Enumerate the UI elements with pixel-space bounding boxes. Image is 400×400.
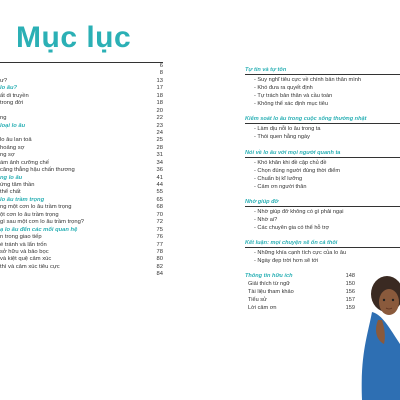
toc-page-number: 65 (156, 196, 163, 203)
toc-page-number: 148 (345, 273, 355, 280)
toc-row (0, 108, 163, 115)
toc-page-number: 159 (345, 305, 355, 312)
info-entry-text: Tiểu sử (248, 297, 267, 304)
toc-page-number: 28 (156, 144, 163, 151)
toc-section-heading: Kiểm soát lo âu trong cuộc sống thường nhật (245, 116, 367, 123)
toc-subitem: - Nhờ ai? (254, 217, 278, 224)
toc-subitem: - Suy nghĩ tiêu cực về chính bản thân mình (254, 77, 361, 83)
toc-row (0, 70, 163, 77)
toc-page-number: 75 (156, 226, 163, 233)
toc-subitem: - Chọn đúng người đúng thời điểm (254, 167, 341, 174)
toc-subitem: - Khó đưa ra quyết định (254, 85, 313, 92)
toc-entry-text: ng lo âu (0, 174, 23, 181)
toc-subitem: - Cảm ơn người thân (254, 183, 307, 190)
toc-entry-text: gì sau một cơn lo âu trầm trọng? (0, 219, 85, 226)
toc-subitem: - Các chuyên gia có thể hỗ trợ (254, 225, 330, 232)
toc-row (0, 160, 163, 167)
toc-page-number: 23 (156, 122, 163, 129)
toc-entry-text: lo âu trầm trọng (0, 196, 45, 203)
info-entry-text: Tài liệu tham khảo (248, 289, 294, 296)
toc-page-number: 25 (156, 137, 163, 144)
toc-row (0, 234, 163, 241)
toc-entry-text: ng sợ (0, 152, 15, 159)
toc-page-number: 157 (345, 297, 355, 304)
toc-row (0, 256, 163, 263)
toc-page-number: 44 (156, 182, 163, 188)
toc-entry-text: hoảng sợ (0, 144, 25, 151)
toc-section-row (0, 85, 163, 92)
toc-section-row (0, 227, 163, 234)
toc-page-number: 72 (156, 219, 163, 226)
info-entry-text: Giải thích từ ngữ (248, 281, 291, 288)
toc-row (0, 62, 163, 70)
section-divider (245, 206, 400, 207)
toc-page-number: 18 (156, 100, 163, 107)
toc-page-number: 68 (156, 204, 163, 211)
toc-row (0, 152, 163, 159)
toc-page-number: 13 (156, 77, 163, 84)
toc-entry-text: ất di truyền (0, 92, 29, 99)
toc-page-number: 6 (159, 63, 163, 69)
toc-section-heading: Kết luận: mọi chuyện sẽ ổn cả thôi (245, 240, 338, 247)
toc-subitem: - Những khía cạnh tích cực của lo âu (254, 250, 347, 257)
toc-entry-text: lo âu? (0, 85, 18, 92)
toc-subitem: - Thói quen hằng ngày (254, 134, 310, 141)
section-divider (245, 74, 400, 75)
toc-subitem: - Chuẩn bị kĩ lưỡng (254, 175, 303, 182)
toc-entry-text: thì và cảm xúc tiêu cực (0, 263, 60, 270)
section-divider (245, 247, 400, 248)
toc-page-number: 41 (156, 174, 163, 181)
toc-row (0, 249, 163, 256)
toc-page-number: 20 (156, 107, 163, 114)
toc-entry-text: ạ lo âu đến các mối quan hệ (0, 226, 78, 233)
toc-section-heading: Nhờ giúp đỡ (245, 198, 279, 205)
toc-section-row (0, 175, 163, 182)
toc-entry-text: ột cơn lo âu trầm trọng (0, 211, 59, 218)
info-row (245, 288, 355, 296)
info-heading-row (245, 272, 355, 280)
toc-page-number: 156 (345, 289, 355, 296)
toc-row (0, 167, 163, 174)
toc-page-number: 82 (156, 263, 163, 270)
toc-entry-text: thể chất (0, 189, 21, 196)
page-title: Mục lục (16, 21, 132, 54)
toc-entry-text: n trong giao tiếp (0, 234, 42, 241)
toc-entry-text: và kiệt quệ cảm xúc (0, 256, 52, 263)
toc-page-number: 55 (156, 189, 163, 196)
toc-page-number: 36 (156, 167, 163, 174)
toc-subitem: - Làm dịu nỗi lo âu trong ta (254, 126, 321, 133)
toc-row (0, 182, 163, 189)
toc-entry-text: trong đời (0, 100, 24, 107)
toc-subitem: - Nhờ giúp đỡ không có gì phải ngại (254, 208, 344, 215)
toc-page-number: 77 (156, 241, 163, 248)
toc-row (0, 115, 163, 122)
toc-row (0, 145, 163, 152)
toc-entry-text: é tránh và lẩn trốn (0, 241, 47, 248)
toc-page-number: 76 (156, 234, 163, 241)
info-row (245, 304, 355, 312)
toc-entry-text: loại lo âu (0, 122, 26, 129)
toc-row (0, 212, 163, 219)
toc-row (0, 264, 163, 271)
toc-section-row (0, 197, 163, 204)
toc-row (0, 219, 163, 226)
info-heading: Thông tin hữu ích (245, 273, 293, 280)
toc-entry-text: ng một cơn lo âu trầm trọng (0, 204, 72, 211)
toc-page-number: 80 (156, 256, 163, 263)
info-row (245, 296, 355, 304)
toc-row (0, 204, 163, 211)
toc-row (0, 271, 163, 278)
toc-page-number: 18 (156, 92, 163, 99)
toc-row (0, 189, 163, 196)
info-entry-text: Lời cảm ơn (248, 305, 277, 312)
toc-page-number: 8 (159, 70, 163, 77)
section-divider (245, 157, 400, 158)
toc-row (0, 242, 163, 249)
toc-subitem: - Không thể xác định mục tiêu (254, 101, 329, 108)
toc-row (0, 137, 163, 144)
toc-page-number: 22 (156, 115, 163, 122)
toc-entry-text: căng thẳng hậu chấn thương (0, 167, 75, 174)
toc-entry-text: ám ảnh cưỡng chế (0, 159, 49, 166)
toc-section-heading: Tự tin và tự tôn (245, 67, 287, 73)
toc-section-row (0, 123, 163, 130)
toc-entry-text: ứng tâm thần (0, 182, 35, 188)
toc-subitem: - Tự trách bản thân và cầu toàn (254, 93, 333, 100)
toc-entry-text: lo âu lan toả (0, 137, 32, 144)
left-toc (0, 62, 163, 279)
toc-page-number: 84 (156, 271, 163, 278)
toc-page-number: 17 (156, 85, 163, 92)
toc-page-number: 24 (156, 129, 163, 136)
toc-row (0, 78, 163, 85)
toc-page-number: 78 (156, 248, 163, 255)
toc-page-number: 150 (345, 281, 355, 288)
toc-row (0, 100, 163, 107)
toc-row (0, 93, 163, 100)
section-divider (245, 123, 400, 124)
girl-illustration (360, 274, 400, 400)
toc-page-number: 31 (156, 152, 163, 159)
toc-section-heading: Nói về lo âu với mọi người quanh ta (245, 149, 341, 156)
toc-page-number: 34 (156, 159, 163, 166)
toc-entry-text: sở hữu và bảo bọc (0, 248, 49, 255)
toc-subitem: - Ngày đẹp trời hơn sẽ tới (254, 258, 319, 265)
toc-entry-text: ư? (0, 77, 8, 84)
toc-entry-text: ng (0, 115, 7, 122)
toc-subitem: - Khó khăn khi đề cập chủ đề (254, 159, 327, 166)
info-row (245, 280, 355, 288)
toc-row (0, 130, 163, 137)
toc-page-number: 70 (156, 211, 163, 218)
